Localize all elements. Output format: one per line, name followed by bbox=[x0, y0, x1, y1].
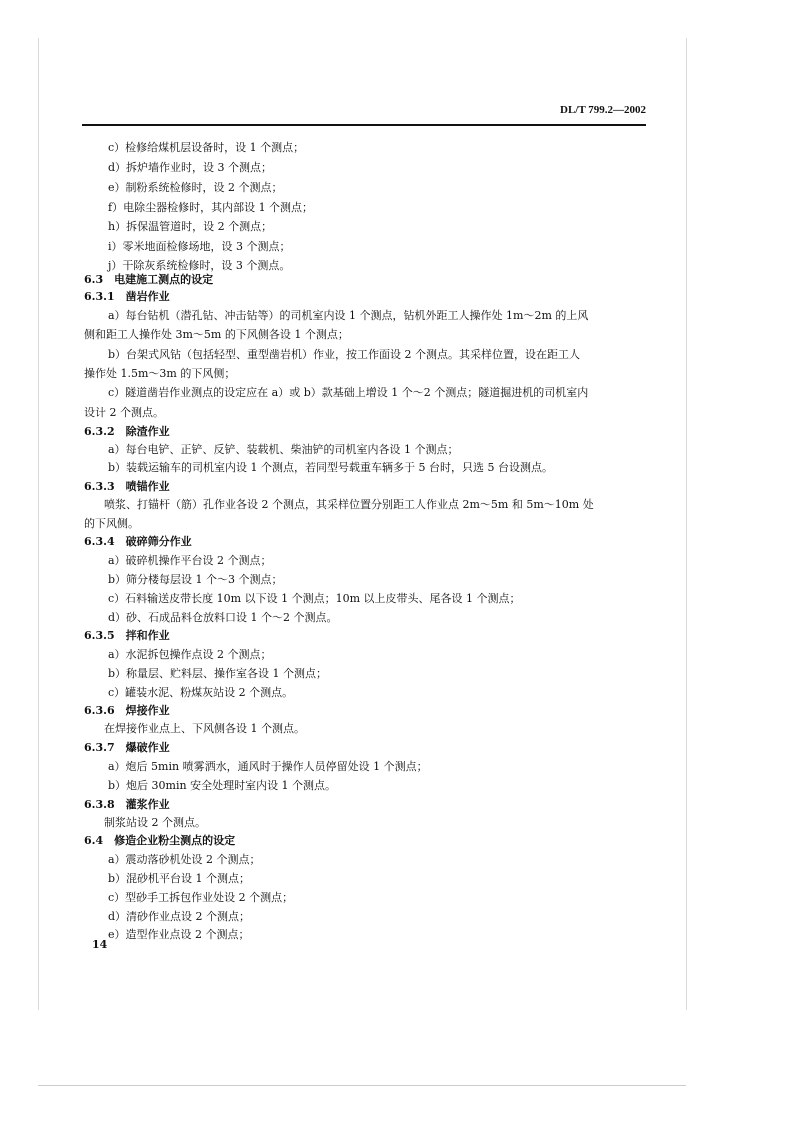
section-heading: 6.3.7 爆破作业 bbox=[84, 741, 170, 754]
section-heading: 6.3.6 焊接作业 bbox=[84, 704, 170, 717]
body-text-line: a）破碎机操作平台设 2 个测点； bbox=[108, 554, 272, 567]
body-text-line: d）拆炉墙作业时，设 3 个测点； bbox=[108, 161, 273, 174]
body-text-line: c）检修给煤机层设备时，设 1 个测点； bbox=[108, 141, 305, 154]
header-rule bbox=[82, 124, 646, 126]
body-text-line: e）造型作业点设 2 个测点； bbox=[108, 928, 250, 941]
body-text-line: b）台架式风钻（包括轻型、重型凿岩机）作业，按工作面设 2 个测点。其采样位置，设在距工人 bbox=[108, 348, 581, 361]
body-text-line: a）每台电铲、正铲、反铲、装载机、柴油铲的司机室内各设 1 个测点； bbox=[108, 443, 459, 456]
page-border-right bbox=[686, 38, 687, 1010]
body-text-line: d）砂、石成品料仓放料口设 1 个～2 个测点。 bbox=[108, 611, 338, 624]
body-text-line: c）隧道凿岩作业测点的设定应在 a）或 b）款基础上增设 1 个～2 个测点；隧道掘进机的司机室内 bbox=[108, 386, 589, 399]
body-text-line: a）水泥拆包操作点设 2 个测点； bbox=[108, 648, 272, 661]
body-text-line: c）型砂手工拆包作业处设 2 个测点； bbox=[108, 891, 294, 904]
section-heading: 6.3.1 凿岩作业 bbox=[84, 290, 170, 303]
section-heading: 6.3.5 拌和作业 bbox=[84, 629, 170, 642]
section-heading: 6.4 修造企业粉尘测点的设定 bbox=[84, 834, 236, 847]
body-text-line: b）称量层、贮料层、操作室各设 1 个测点； bbox=[108, 667, 328, 680]
body-text-line: a）震动落砂机处设 2 个测点； bbox=[108, 853, 261, 866]
body-text-line: e）制粉系统检修时，设 2 个测点； bbox=[108, 181, 283, 194]
body-text-line: b）筛分楼每层设 1 个～3 个测点； bbox=[108, 573, 283, 586]
body-text-line: b）装载运输车的司机室内设 1 个测点，若同型号载重车辆多于 5 台时，只选 5 台设测点。 bbox=[108, 461, 554, 474]
body-text-line: c）石料输送皮带长度 10m 以下设 1 个测点；10m 以上皮带头、尾各设 1 个测点； bbox=[108, 592, 521, 605]
body-text-line: h）拆保温管道时，设 2 个测点； bbox=[108, 220, 273, 233]
body-text-line: f）电除尘器检修时，其内部设 1 个测点； bbox=[108, 201, 314, 214]
body-text-line: 制浆站设 2 个测点。 bbox=[104, 816, 206, 829]
section-heading: 6.3.3 喷锚作业 bbox=[84, 480, 170, 493]
body-text-line: a）炮后 5min 喷雾洒水，通风时于操作人员停留处设 1 个测点； bbox=[108, 760, 428, 773]
body-text-line: i）零米地面检修场地，设 3 个测点； bbox=[108, 240, 291, 253]
page-bottom-line bbox=[38, 1085, 686, 1086]
section-heading: 6.3.4 破碎筛分作业 bbox=[84, 535, 192, 548]
body-text-line: j）干除灰系统检修时，设 3 个测点。 bbox=[108, 259, 291, 272]
section-heading: 6.3 电建施工测点的设定 bbox=[84, 273, 214, 286]
body-text-line: 喷浆、打锚杆（筋）孔作业各设 2 个测点，其采样位置分别距工人作业点 2m～5m 和 5m～10m 处 bbox=[104, 498, 594, 511]
page-border-left bbox=[38, 38, 39, 1010]
body-text-line: 设计 2 个测点。 bbox=[84, 406, 164, 419]
body-text-line: 操作处 1.5m～3m 的下风侧； bbox=[84, 367, 236, 380]
section-heading: 6.3.8 灌浆作业 bbox=[84, 798, 170, 811]
standard-code-header: DL/T 799.2—2002 bbox=[560, 104, 646, 116]
body-text-line: a）每台钻机（潜孔钻、冲击钻等）的司机室内设 1 个测点，钻机外距工人操作处 1m～2m 的上风 bbox=[108, 309, 589, 322]
body-text-line: 在焊接作业点上、下风侧各设 1 个测点。 bbox=[104, 722, 305, 735]
body-text-line: 侧和距工人操作处 3m～5m 的下风侧各设 1 个测点； bbox=[84, 328, 349, 341]
body-text-line: b）炮后 30min 安全处理时室内设 1 个测点。 bbox=[108, 779, 337, 792]
body-text-line: d）清砂作业点设 2 个测点； bbox=[108, 910, 251, 923]
page-number: 14 bbox=[92, 938, 108, 951]
body-text-line: b）混砂机平台设 1 个测点； bbox=[108, 872, 251, 885]
body-text-line: c）罐装水泥、粉煤灰站设 2 个测点。 bbox=[108, 686, 294, 699]
section-heading: 6.3.2 除渣作业 bbox=[84, 425, 170, 438]
body-text-line: 的下风侧。 bbox=[84, 517, 139, 530]
